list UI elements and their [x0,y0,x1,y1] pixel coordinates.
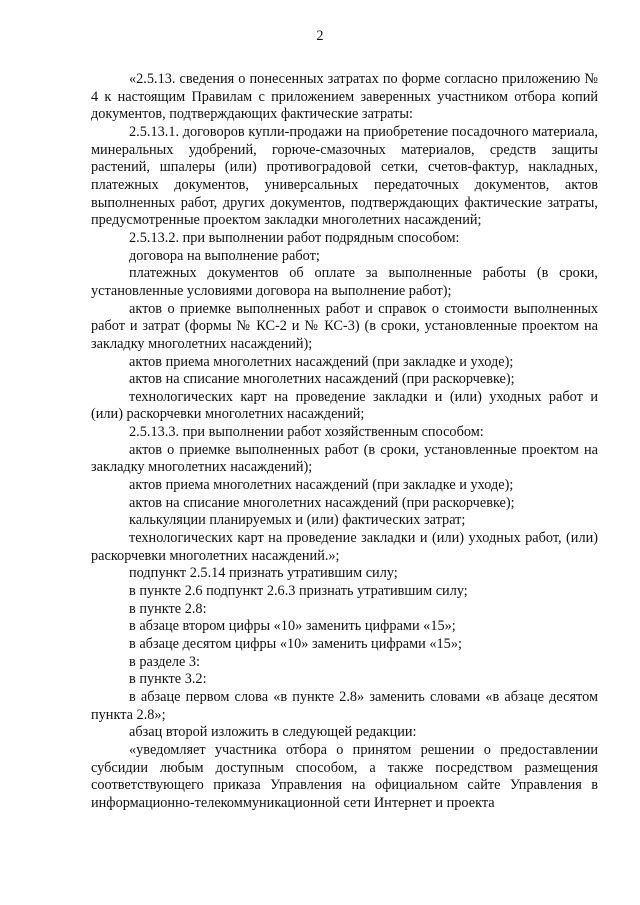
paragraph: договора на выполнение работ; [129,247,320,264]
paragraph: «уведомляет участника отбора о принятом решении о предоставлении субсидии любым доступным способом, а также посредством размещения соответствующего приказа Управления на официальном сайте Управления в информационно-телекоммуникационной сети Интернет и проекта [91,741,598,811]
paragraph: актов приема многолетних насаждений (при закладке и уходе); [129,477,514,494]
paragraph: актов на списание многолетних насаждений (при раскорчевке); [129,494,515,511]
paragraph: в пункте 3.2: [129,671,207,688]
paragraph: 2.5.13.3. при выполнении работ хозяйственным способом: [129,424,484,441]
paragraph: в абзаце первом слова «в пункте 2.8» заменить словами «в абзаце десятом пункта 2.8»; [91,688,598,723]
paragraph: платежных документов об оплате за выполненные работы (в сроки, установленные условиями договора на выполнение работ); [91,265,598,299]
document-body [91,71,598,813]
paragraph: в пункте 2.6 подпункт 2.6.3 признать утратившим силу; [129,583,468,600]
paragraph: подпункт 2.5.14 признать утратившим силу; [129,565,398,582]
paragraph: актов о приемке выполненных работ (в сроки, установленные проектом на закладку многолетних насаждений); [91,441,598,476]
paragraph: 2.5.13.1. договоров купли-продажи на приобретение посадочного материала, минеральных удобрений, горюче-смазочных материалов, средств защиты растений, шпалеры (или) противоградовой сетки, счетов-фактур, накладных, платежных документов, универсальных передаточных документов, актов выполненных работ, других документов, подтверждающих фактические затраты, предусмотренные проектом закладки многолетних насаждений; [91,123,598,229]
paragraph: калькуляции планируемых и (или) фактических затрат; [129,512,466,529]
paragraph: технологических карт на проведение закладки и (или) уходных работ, (или) раскорчевки многолетних насаждений.»; [91,530,598,564]
paragraph: актов приема многолетних насаждений (при закладке и уходе); [129,353,514,370]
paragraph: «2.5.13. сведения о понесенных затратах по форме согласно приложению № 4 к настоящим Правилам с приложением заверенных участником отбора копий документов, подтверждающих фактические затраты: [91,71,598,123]
paragraph: в абзаце десятом цифры «10» заменить цифрами «15»; [129,636,462,652]
paragraph: в абзаце втором цифры «10» заменить цифрами «15»; [129,618,456,635]
paragraph: 2.5.13.2. при выполнении работ подрядным способом: [129,229,460,246]
paragraph: актов на списание многолетних насаждений (при раскорчевке); [129,371,515,388]
paragraph: технологических карт на проведение закладки и (или) уходных работ и (или) раскорчевки многолетних насаждений; [91,388,598,423]
paragraph: абзац второй изложить в следующей редакции: [129,724,417,741]
paragraph: актов о приемке выполненных работ и справок о стоимости выполненных работ и затрат (формы № КС-2 и № КС-3) (в сроки, установленные проектом на закладку многолетних насаждений); [91,300,598,352]
page-number: 2 [316,28,324,44]
paragraph: в пункте 2.8: [129,600,207,617]
paragraph: в разделе 3: [129,653,201,670]
